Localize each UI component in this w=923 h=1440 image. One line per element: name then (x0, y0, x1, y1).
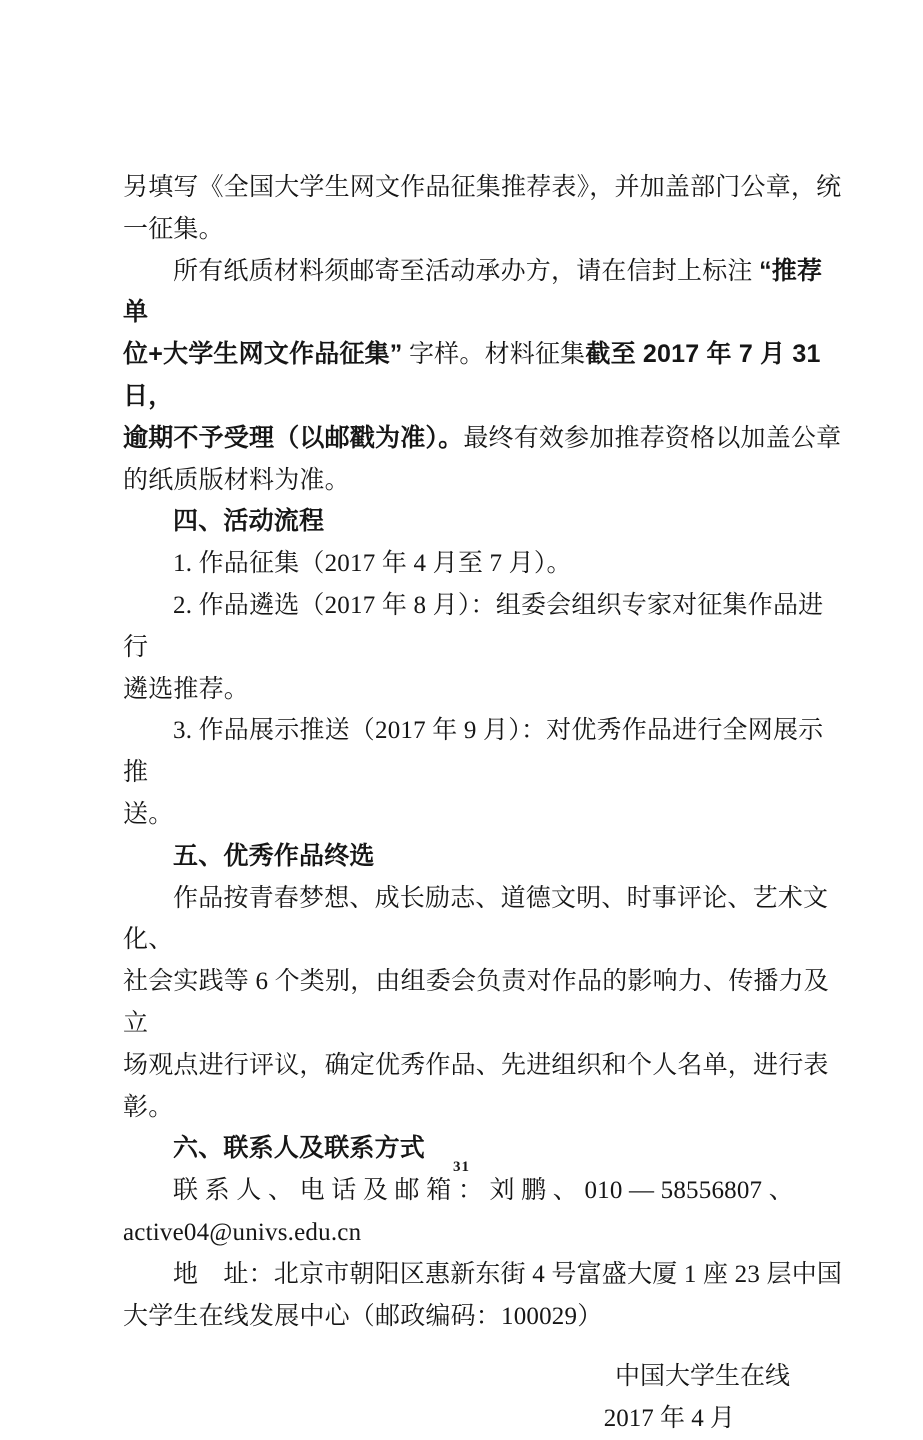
page-footer (0, 1158, 923, 1176)
text-segment: 另填写《全国大学生网文作品征集推荐表》，并加盖部门公章，统 (123, 174, 842, 201)
text-segment: 1. 作品征集（2017 年 4 月至 7 月）。 (173, 550, 572, 578)
text-line (123, 961, 846, 1045)
bold-text-segment: 六、联系人及联系方式 (173, 1134, 426, 1163)
text-line (123, 418, 846, 460)
text-segment: 送。 (123, 800, 174, 828)
text-segment: 所有纸质材料须邮寄至活动承办方，请在信封上标注 (173, 257, 760, 285)
signature-org: 中国大学生在线 (614, 1363, 790, 1391)
bold-text-segment: 逾期不予受理（以邮戳为准）。 (123, 423, 464, 452)
text-segment: 最终有效参加推荐资格以加盖公章 (463, 424, 842, 452)
text-line (123, 209, 846, 251)
bold-text-segment: 截至 2017 年 7 月 31 日， (123, 340, 828, 410)
text-line (123, 710, 846, 794)
text-segment: 大学生在线发展中心（邮政编码：100029） (123, 1302, 603, 1330)
page-number: 31 (453, 1159, 470, 1175)
bold-text-segment: “推荐单 (123, 256, 823, 327)
text-line (123, 460, 846, 502)
text-segment: active04@univs.edu.cn (123, 1218, 362, 1246)
bold-text-segment: 五、优秀作品终选 (173, 841, 375, 870)
text-segment: 联 系 人 、 电 话 及 邮 箱 ： 刘 鹏 、 010 — 58556807 、 (173, 1177, 794, 1205)
text-segment: 社会实践等 6 个类别，由组委会负责对作品的影响力、传播力及立 (123, 968, 830, 1037)
text-line (123, 1296, 846, 1338)
section-heading (123, 836, 846, 878)
text-line (123, 334, 846, 418)
text-segment: 遴选推荐。 (123, 675, 250, 703)
text-line (123, 1254, 846, 1296)
section-heading (123, 501, 846, 543)
text-line (123, 878, 846, 962)
signature-date: 2017 年 4 月 (603, 1405, 735, 1433)
text-segment: 一征集。 (123, 215, 224, 243)
text-line (123, 251, 846, 335)
text-line (123, 1170, 846, 1212)
bold-text-segment: 位+大学生网文作品征集” (123, 340, 403, 369)
text-line (123, 1045, 846, 1129)
text-segment: 地 址：北京市朝阳区惠新东街 4 号富盛大厦 1 座 23 层中国 (173, 1260, 843, 1288)
text-line (123, 794, 846, 836)
text-segment: 3. 作品展示推送（2017 年 9 月）：对优秀作品进行全网展示推 (123, 717, 824, 787)
text-line (123, 669, 846, 711)
text-line (123, 585, 846, 669)
bold-text-segment: 四、活动流程 (173, 507, 325, 536)
text-line (123, 1212, 846, 1254)
text-line (123, 543, 846, 585)
text-segment: 字样。材料征集 (402, 341, 586, 369)
text-segment: 2. 作品遴选（2017 年 8 月）：组委会组织专家对征集作品进行 (123, 591, 824, 661)
document-body (123, 167, 846, 1440)
text-segment: 的纸质版材料为准。 (123, 466, 350, 494)
text-line (123, 167, 846, 209)
signature-block (123, 1356, 846, 1440)
text-segment: 场观点进行评议，确定优秀作品、先进组织和个人名单，进行表彰。 (123, 1051, 829, 1121)
text-segment: 作品按青春梦想、成长励志、道德文明、时事评论、艺术文化、 (123, 884, 829, 954)
